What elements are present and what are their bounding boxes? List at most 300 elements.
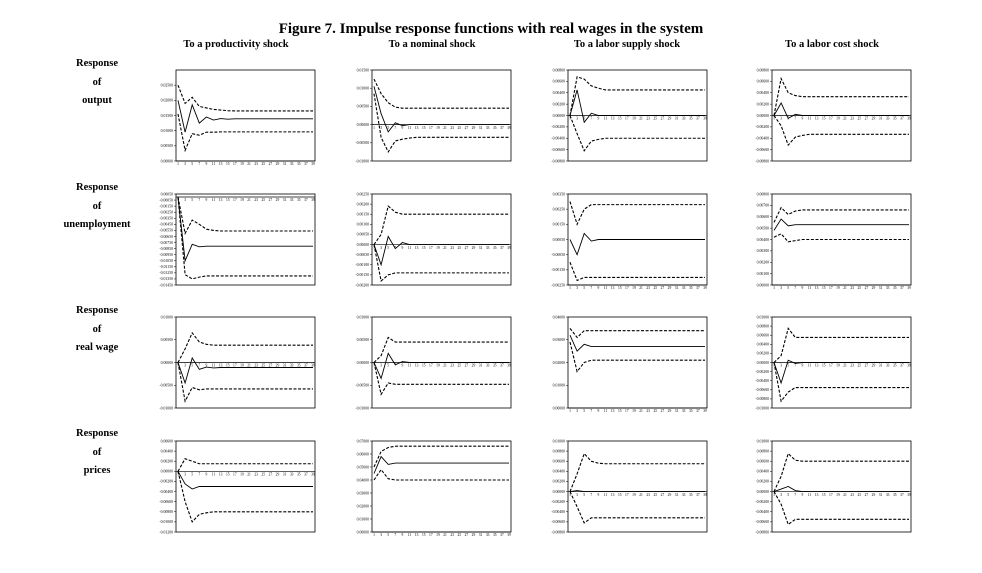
y-tick-label: -0.00150 — [551, 268, 565, 273]
x-tick-label: 33 — [681, 286, 686, 291]
y-tick-label: -0.00800 — [755, 397, 769, 402]
x-tick-label: 31 — [878, 492, 883, 497]
series-upper-band — [774, 328, 909, 362]
y-tick-label: -0.00400 — [755, 379, 769, 383]
y-tick-label: 0.02500 — [160, 83, 173, 88]
y-tick-label: -0.01200 — [159, 530, 173, 535]
y-tick-label: 0.01000 — [356, 517, 369, 522]
x-tick-label: 37 — [304, 162, 308, 167]
y-tick-label: -0.01450 — [159, 283, 173, 288]
x-tick-label: 29 — [275, 198, 280, 203]
plot-frame — [372, 70, 511, 161]
x-tick-label: 5 — [583, 492, 586, 497]
x-tick-label: 25 — [261, 472, 266, 477]
x-tick-label: 5 — [191, 162, 194, 167]
y-tick-label: 0.00200 — [756, 479, 769, 484]
y-tick-label: -0.01150 — [159, 265, 173, 270]
y-tick-label: -0.00550 — [159, 228, 173, 233]
plot-frame — [176, 70, 315, 161]
x-tick-label: 29 — [871, 116, 876, 121]
y-tick-label: 0.00200 — [756, 260, 769, 265]
x-tick-label: 29 — [471, 363, 476, 368]
y-tick-label: 0.00150 — [356, 212, 369, 217]
x-tick-label: 21 — [639, 286, 643, 291]
y-tick-label: 0.01000 — [356, 315, 369, 320]
y-tick-label: 0.01000 — [160, 315, 173, 320]
y-tick-label: -0.00400 — [551, 510, 565, 515]
x-tick-label: 35 — [296, 472, 301, 477]
y-tick-label: -0.00200 — [551, 499, 565, 504]
irf-panel-output-nominal — [355, 68, 511, 163]
y-tick-label: 0.01000 — [356, 86, 369, 91]
series-response — [774, 487, 909, 492]
x-tick-label: 15 — [421, 533, 426, 538]
irf-panel-real-wage-labor-supply — [553, 315, 707, 413]
y-tick-label: 0.00600 — [756, 79, 769, 84]
irf-panel-unemployment-productivity — [159, 192, 315, 287]
y-tick-label: 0.00400 — [552, 469, 565, 474]
x-tick-label: 29 — [471, 125, 476, 130]
x-tick-label: 5 — [787, 492, 790, 497]
x-tick-label: 11 — [211, 198, 216, 203]
x-tick-label: 23 — [850, 492, 854, 497]
x-tick-label: 39 — [703, 492, 707, 497]
x-tick-label: 19 — [632, 286, 636, 291]
y-tick-label: -0.00600 — [159, 499, 173, 504]
x-tick-label: 25 — [457, 363, 462, 368]
x-tick-label: 27 — [864, 116, 869, 121]
x-tick-label: 37 — [696, 286, 700, 291]
y-tick-label: 0.00250 — [356, 192, 369, 197]
x-tick-label: 39 — [703, 409, 707, 414]
x-tick-label: 21 — [639, 409, 643, 414]
x-tick-label: 31 — [478, 533, 483, 538]
x-tick-label: 5 — [787, 286, 790, 291]
y-tick-label: -0.00150 — [159, 204, 173, 209]
x-tick-label: 27 — [864, 286, 869, 291]
series-upper-band — [374, 79, 509, 108]
row-header-line: Response — [75, 182, 118, 193]
x-tick-label: 39 — [311, 363, 315, 368]
x-tick-label: 23 — [646, 492, 650, 497]
y-tick-label: -0.00600 — [755, 388, 769, 393]
x-tick-label: 21 — [639, 492, 643, 497]
y-tick-label: -0.00100 — [355, 263, 369, 268]
x-tick-label: 23 — [254, 472, 258, 477]
x-tick-label: 7 — [198, 198, 201, 203]
x-tick-label: 3 — [380, 363, 383, 368]
y-tick-label: 0.00200 — [356, 202, 369, 207]
x-tick-label: 23 — [254, 198, 258, 203]
x-tick-label: 15 — [225, 162, 230, 167]
x-tick-label: 9 — [597, 116, 600, 121]
series-lower-band — [774, 363, 909, 402]
series-response — [774, 219, 909, 230]
x-tick-label: 37 — [900, 286, 904, 291]
x-tick-label: 9 — [401, 125, 404, 130]
y-tick-label: 0.00000 — [552, 406, 565, 411]
y-tick-label: -0.00200 — [551, 125, 565, 130]
x-tick-label: 13 — [610, 286, 615, 291]
x-tick-label: 33 — [289, 363, 294, 368]
x-tick-label: 5 — [387, 125, 390, 130]
irf-panel-output-labor-cost — [755, 68, 911, 163]
x-tick-label: 3 — [380, 245, 383, 250]
y-tick-label: -0.00050 — [355, 252, 369, 257]
x-tick-label: 39 — [507, 363, 511, 368]
x-tick-label: 5 — [387, 245, 390, 250]
y-tick-label: 0.02000 — [552, 360, 565, 365]
x-tick-label: 25 — [653, 286, 658, 291]
irf-panel-prices-nominal — [357, 439, 511, 537]
x-tick-label: 39 — [703, 286, 707, 291]
y-tick-label: 0.01000 — [756, 439, 769, 444]
x-tick-label: 19 — [436, 363, 440, 368]
y-tick-label: 0.00400 — [552, 91, 565, 96]
y-tick-label: -0.00800 — [551, 530, 565, 535]
x-tick-label: 31 — [674, 286, 679, 291]
x-tick-label: 35 — [892, 492, 897, 497]
x-tick-label: 5 — [787, 116, 790, 121]
y-tick-label: -0.01350 — [159, 277, 173, 282]
x-tick-label: 3 — [184, 162, 187, 167]
x-tick-label: 29 — [275, 162, 280, 167]
x-tick-label: 27 — [464, 125, 469, 130]
series-lower-band — [374, 245, 509, 281]
x-tick-label: 35 — [688, 286, 693, 291]
y-tick-label: -0.01000 — [159, 520, 173, 525]
y-tick-label: -0.01000 — [355, 159, 369, 164]
y-tick-label: -0.00400 — [755, 136, 769, 141]
y-tick-label: -0.01000 — [159, 406, 173, 411]
x-tick-label: 1 — [569, 286, 571, 291]
x-tick-label: 25 — [857, 286, 862, 291]
y-tick-label: 0.00000 — [552, 489, 565, 494]
y-tick-label: 0.01000 — [160, 128, 173, 133]
x-tick-label: 9 — [801, 363, 804, 368]
y-tick-label: 0.00000 — [356, 242, 369, 247]
x-tick-label: 21 — [443, 533, 447, 538]
x-tick-label: 35 — [892, 286, 897, 291]
y-tick-label: -0.00200 — [355, 283, 369, 288]
x-tick-label: 39 — [311, 162, 315, 167]
x-tick-label: 19 — [436, 125, 440, 130]
x-tick-label: 21 — [843, 363, 847, 368]
x-tick-label: 13 — [218, 198, 223, 203]
x-tick-label: 27 — [464, 363, 469, 368]
y-tick-label: 0.00600 — [756, 459, 769, 464]
x-tick-label: 7 — [394, 125, 397, 130]
x-tick-label: 31 — [674, 409, 679, 414]
x-tick-label: 23 — [450, 245, 454, 250]
y-tick-label: -0.00200 — [755, 369, 769, 374]
x-tick-label: 15 — [225, 472, 230, 477]
x-tick-label: 1 — [569, 116, 571, 121]
x-tick-label: 5 — [387, 533, 390, 538]
series-response — [570, 491, 705, 492]
x-tick-label: 1 — [373, 363, 375, 368]
row-header-line: output — [82, 95, 112, 106]
x-tick-label: 21 — [843, 286, 847, 291]
x-tick-label: 19 — [632, 116, 636, 121]
x-tick-label: 3 — [576, 286, 579, 291]
x-tick-label: 5 — [191, 198, 194, 203]
x-tick-label: 17 — [625, 286, 629, 291]
row-header-line: of — [92, 76, 102, 88]
y-tick-label: 0.00000 — [756, 360, 769, 365]
x-tick-label: 15 — [617, 492, 622, 497]
series-lower-band — [570, 116, 705, 151]
x-tick-label: 15 — [617, 116, 622, 121]
irf-panel-prices-labor-supply — [551, 439, 707, 534]
x-tick-label: 1 — [177, 472, 179, 477]
x-tick-label: 7 — [590, 492, 593, 497]
x-tick-label: 11 — [211, 472, 216, 477]
x-tick-label: 3 — [780, 492, 783, 497]
x-tick-label: 29 — [275, 472, 280, 477]
x-tick-label: 29 — [667, 492, 672, 497]
x-tick-label: 11 — [407, 125, 412, 130]
x-tick-label: 27 — [660, 116, 665, 121]
y-tick-label: 0.00200 — [160, 459, 173, 464]
x-tick-label: 27 — [864, 363, 869, 368]
x-tick-label: 11 — [603, 492, 608, 497]
x-tick-label: 21 — [247, 162, 251, 167]
x-tick-label: 21 — [639, 116, 643, 121]
irf-panel-prices-labor-cost — [755, 439, 911, 534]
x-tick-label: 13 — [814, 492, 819, 497]
series-upper-band — [178, 85, 313, 111]
column-header-productivity: To a productivity shock — [183, 39, 289, 50]
y-tick-label: 0.00800 — [756, 68, 769, 73]
y-tick-label: 0.01000 — [756, 315, 769, 320]
x-tick-label: 33 — [681, 492, 686, 497]
x-tick-label: 15 — [821, 286, 826, 291]
y-tick-label: -0.00050 — [551, 252, 565, 257]
x-tick-label: 1 — [373, 245, 375, 250]
x-tick-label: 17 — [829, 116, 833, 121]
x-tick-label: 31 — [674, 492, 679, 497]
y-tick-label: 0.00000 — [160, 469, 173, 474]
x-tick-label: 33 — [289, 162, 294, 167]
x-tick-label: 31 — [674, 116, 679, 121]
x-tick-label: 5 — [191, 363, 194, 368]
x-tick-label: 39 — [507, 245, 511, 250]
x-tick-label: 11 — [603, 409, 608, 414]
x-tick-label: 29 — [871, 286, 876, 291]
x-tick-label: 21 — [843, 116, 847, 121]
x-tick-label: 1 — [373, 125, 375, 130]
x-tick-label: 1 — [177, 198, 179, 203]
x-tick-label: 17 — [625, 116, 629, 121]
x-tick-label: 19 — [436, 245, 440, 250]
x-tick-label: 3 — [380, 125, 383, 130]
x-tick-label: 19 — [240, 198, 244, 203]
x-tick-label: 9 — [205, 363, 208, 368]
y-tick-label: 0.00000 — [356, 360, 369, 365]
x-tick-label: 39 — [907, 116, 911, 121]
y-tick-label: -0.00850 — [159, 246, 173, 251]
x-tick-label: 31 — [878, 363, 883, 368]
series-lower-band — [774, 234, 909, 242]
x-tick-label: 19 — [836, 492, 840, 497]
row-header-line: Response — [75, 305, 118, 316]
y-tick-label: -0.00600 — [755, 147, 769, 152]
x-tick-label: 7 — [590, 409, 593, 414]
y-tick-label: 0.00600 — [160, 439, 173, 444]
x-tick-label: 37 — [696, 492, 700, 497]
x-tick-label: 31 — [878, 116, 883, 121]
x-tick-label: 9 — [401, 533, 404, 538]
x-tick-label: 17 — [625, 409, 629, 414]
y-tick-label: 0.00800 — [552, 449, 565, 454]
x-tick-label: 25 — [457, 245, 462, 250]
series-lower-band — [178, 471, 313, 522]
irf-panel-real-wage-labor-cost — [755, 315, 911, 410]
y-tick-label: -0.00050 — [159, 198, 173, 203]
x-tick-label: 31 — [282, 162, 287, 167]
x-tick-label: 3 — [780, 363, 783, 368]
x-tick-label: 33 — [885, 116, 890, 121]
y-tick-label: -0.00500 — [159, 383, 173, 388]
x-tick-label: 9 — [401, 245, 404, 250]
x-tick-label: 33 — [681, 116, 686, 121]
x-tick-label: 25 — [857, 492, 862, 497]
x-tick-label: 3 — [576, 492, 579, 497]
x-tick-label: 7 — [794, 363, 797, 368]
x-tick-label: 21 — [443, 125, 447, 130]
x-tick-label: 27 — [268, 162, 273, 167]
y-tick-label: -0.00950 — [159, 252, 173, 257]
x-tick-label: 3 — [780, 116, 783, 121]
x-tick-label: 25 — [653, 409, 658, 414]
irf-panel-unemployment-labor-cost — [757, 192, 911, 290]
x-tick-label: 35 — [492, 363, 497, 368]
x-tick-label: 23 — [850, 116, 854, 121]
y-tick-label: 0.00150 — [552, 222, 565, 227]
x-tick-label: 7 — [198, 363, 201, 368]
series-lower-band — [178, 197, 313, 279]
y-tick-label: 0.01500 — [356, 68, 369, 73]
irf-panel-output-labor-supply — [551, 68, 707, 163]
x-tick-label: 15 — [225, 198, 230, 203]
series-lower-band — [570, 262, 705, 280]
x-tick-label: 19 — [240, 472, 244, 477]
x-tick-label: 39 — [907, 286, 911, 291]
x-tick-label: 19 — [632, 492, 636, 497]
x-tick-label: 29 — [871, 363, 876, 368]
y-tick-label: 0.00000 — [160, 360, 173, 365]
x-tick-label: 35 — [492, 533, 497, 538]
y-tick-label: 0.00500 — [756, 226, 769, 231]
y-tick-label: 0.00500 — [160, 144, 173, 149]
x-tick-label: 3 — [576, 116, 579, 121]
y-tick-label: 0.05000 — [356, 465, 369, 470]
y-tick-label: 0.01500 — [160, 113, 173, 118]
x-tick-label: 15 — [617, 409, 622, 414]
x-tick-label: 23 — [254, 162, 258, 167]
x-tick-label: 15 — [617, 286, 622, 291]
x-tick-label: 13 — [814, 363, 819, 368]
row-header-line: unemployment — [63, 219, 131, 230]
series-lower-band — [374, 470, 509, 480]
x-tick-label: 1 — [177, 363, 179, 368]
x-tick-label: 17 — [233, 198, 237, 203]
irf-panel-real-wage-nominal — [355, 315, 511, 410]
series-response — [178, 358, 313, 383]
y-tick-label: 0.03000 — [356, 491, 369, 496]
x-tick-label: 37 — [900, 492, 904, 497]
x-tick-label: 11 — [807, 116, 812, 121]
series-response — [374, 236, 509, 264]
x-tick-label: 27 — [660, 492, 665, 497]
x-tick-label: 37 — [500, 125, 504, 130]
x-tick-label: 11 — [807, 363, 812, 368]
series-response — [178, 197, 313, 261]
x-tick-label: 27 — [464, 533, 469, 538]
x-tick-label: 35 — [492, 125, 497, 130]
y-tick-label: -0.00400 — [755, 510, 769, 515]
x-tick-label: 7 — [394, 363, 397, 368]
x-tick-label: 17 — [233, 363, 237, 368]
series-upper-band — [374, 337, 509, 362]
x-tick-label: 9 — [205, 198, 208, 203]
x-tick-label: 29 — [667, 409, 672, 414]
series-upper-band — [374, 206, 509, 244]
x-tick-label: 17 — [233, 162, 237, 167]
y-tick-label: -0.00350 — [159, 216, 173, 221]
x-tick-label: 13 — [814, 116, 819, 121]
x-tick-label: 21 — [247, 472, 251, 477]
y-tick-label: 0.00400 — [756, 237, 769, 242]
x-tick-label: 35 — [892, 363, 897, 368]
x-tick-label: 29 — [667, 286, 672, 291]
x-tick-label: 29 — [471, 245, 476, 250]
y-tick-label: -0.00800 — [755, 530, 769, 535]
x-tick-label: 1 — [373, 533, 375, 538]
x-tick-label: 37 — [500, 363, 504, 368]
x-tick-label: 15 — [821, 363, 826, 368]
x-tick-label: 39 — [703, 116, 707, 121]
y-tick-label: 0.00250 — [552, 207, 565, 212]
x-tick-label: 9 — [597, 492, 600, 497]
x-tick-label: 33 — [289, 198, 294, 203]
y-tick-label: -0.01050 — [159, 259, 173, 264]
y-tick-label: -0.00800 — [551, 159, 565, 164]
y-tick-label: -0.00250 — [551, 283, 565, 288]
y-tick-label: 0.00400 — [756, 91, 769, 96]
irf-panel-unemployment-labor-supply — [551, 192, 707, 290]
y-tick-label: -0.00750 — [159, 240, 173, 245]
y-tick-label: 0.00200 — [756, 351, 769, 356]
x-tick-label: 33 — [485, 533, 490, 538]
x-tick-label: 27 — [660, 286, 665, 291]
x-tick-label: 21 — [247, 198, 251, 203]
x-tick-label: 15 — [225, 363, 230, 368]
series-upper-band — [374, 446, 509, 467]
series-upper-band — [570, 454, 705, 492]
x-tick-label: 23 — [646, 286, 650, 291]
series-upper-band — [570, 77, 705, 116]
x-tick-label: 27 — [268, 472, 273, 477]
x-tick-label: 1 — [569, 492, 571, 497]
x-tick-label: 33 — [289, 472, 294, 477]
x-tick-label: 9 — [801, 286, 804, 291]
series-response — [570, 335, 705, 351]
y-tick-label: 0.04000 — [552, 315, 565, 320]
row-header-line: Response — [75, 58, 118, 69]
irf-panel-output-productivity — [161, 70, 315, 166]
